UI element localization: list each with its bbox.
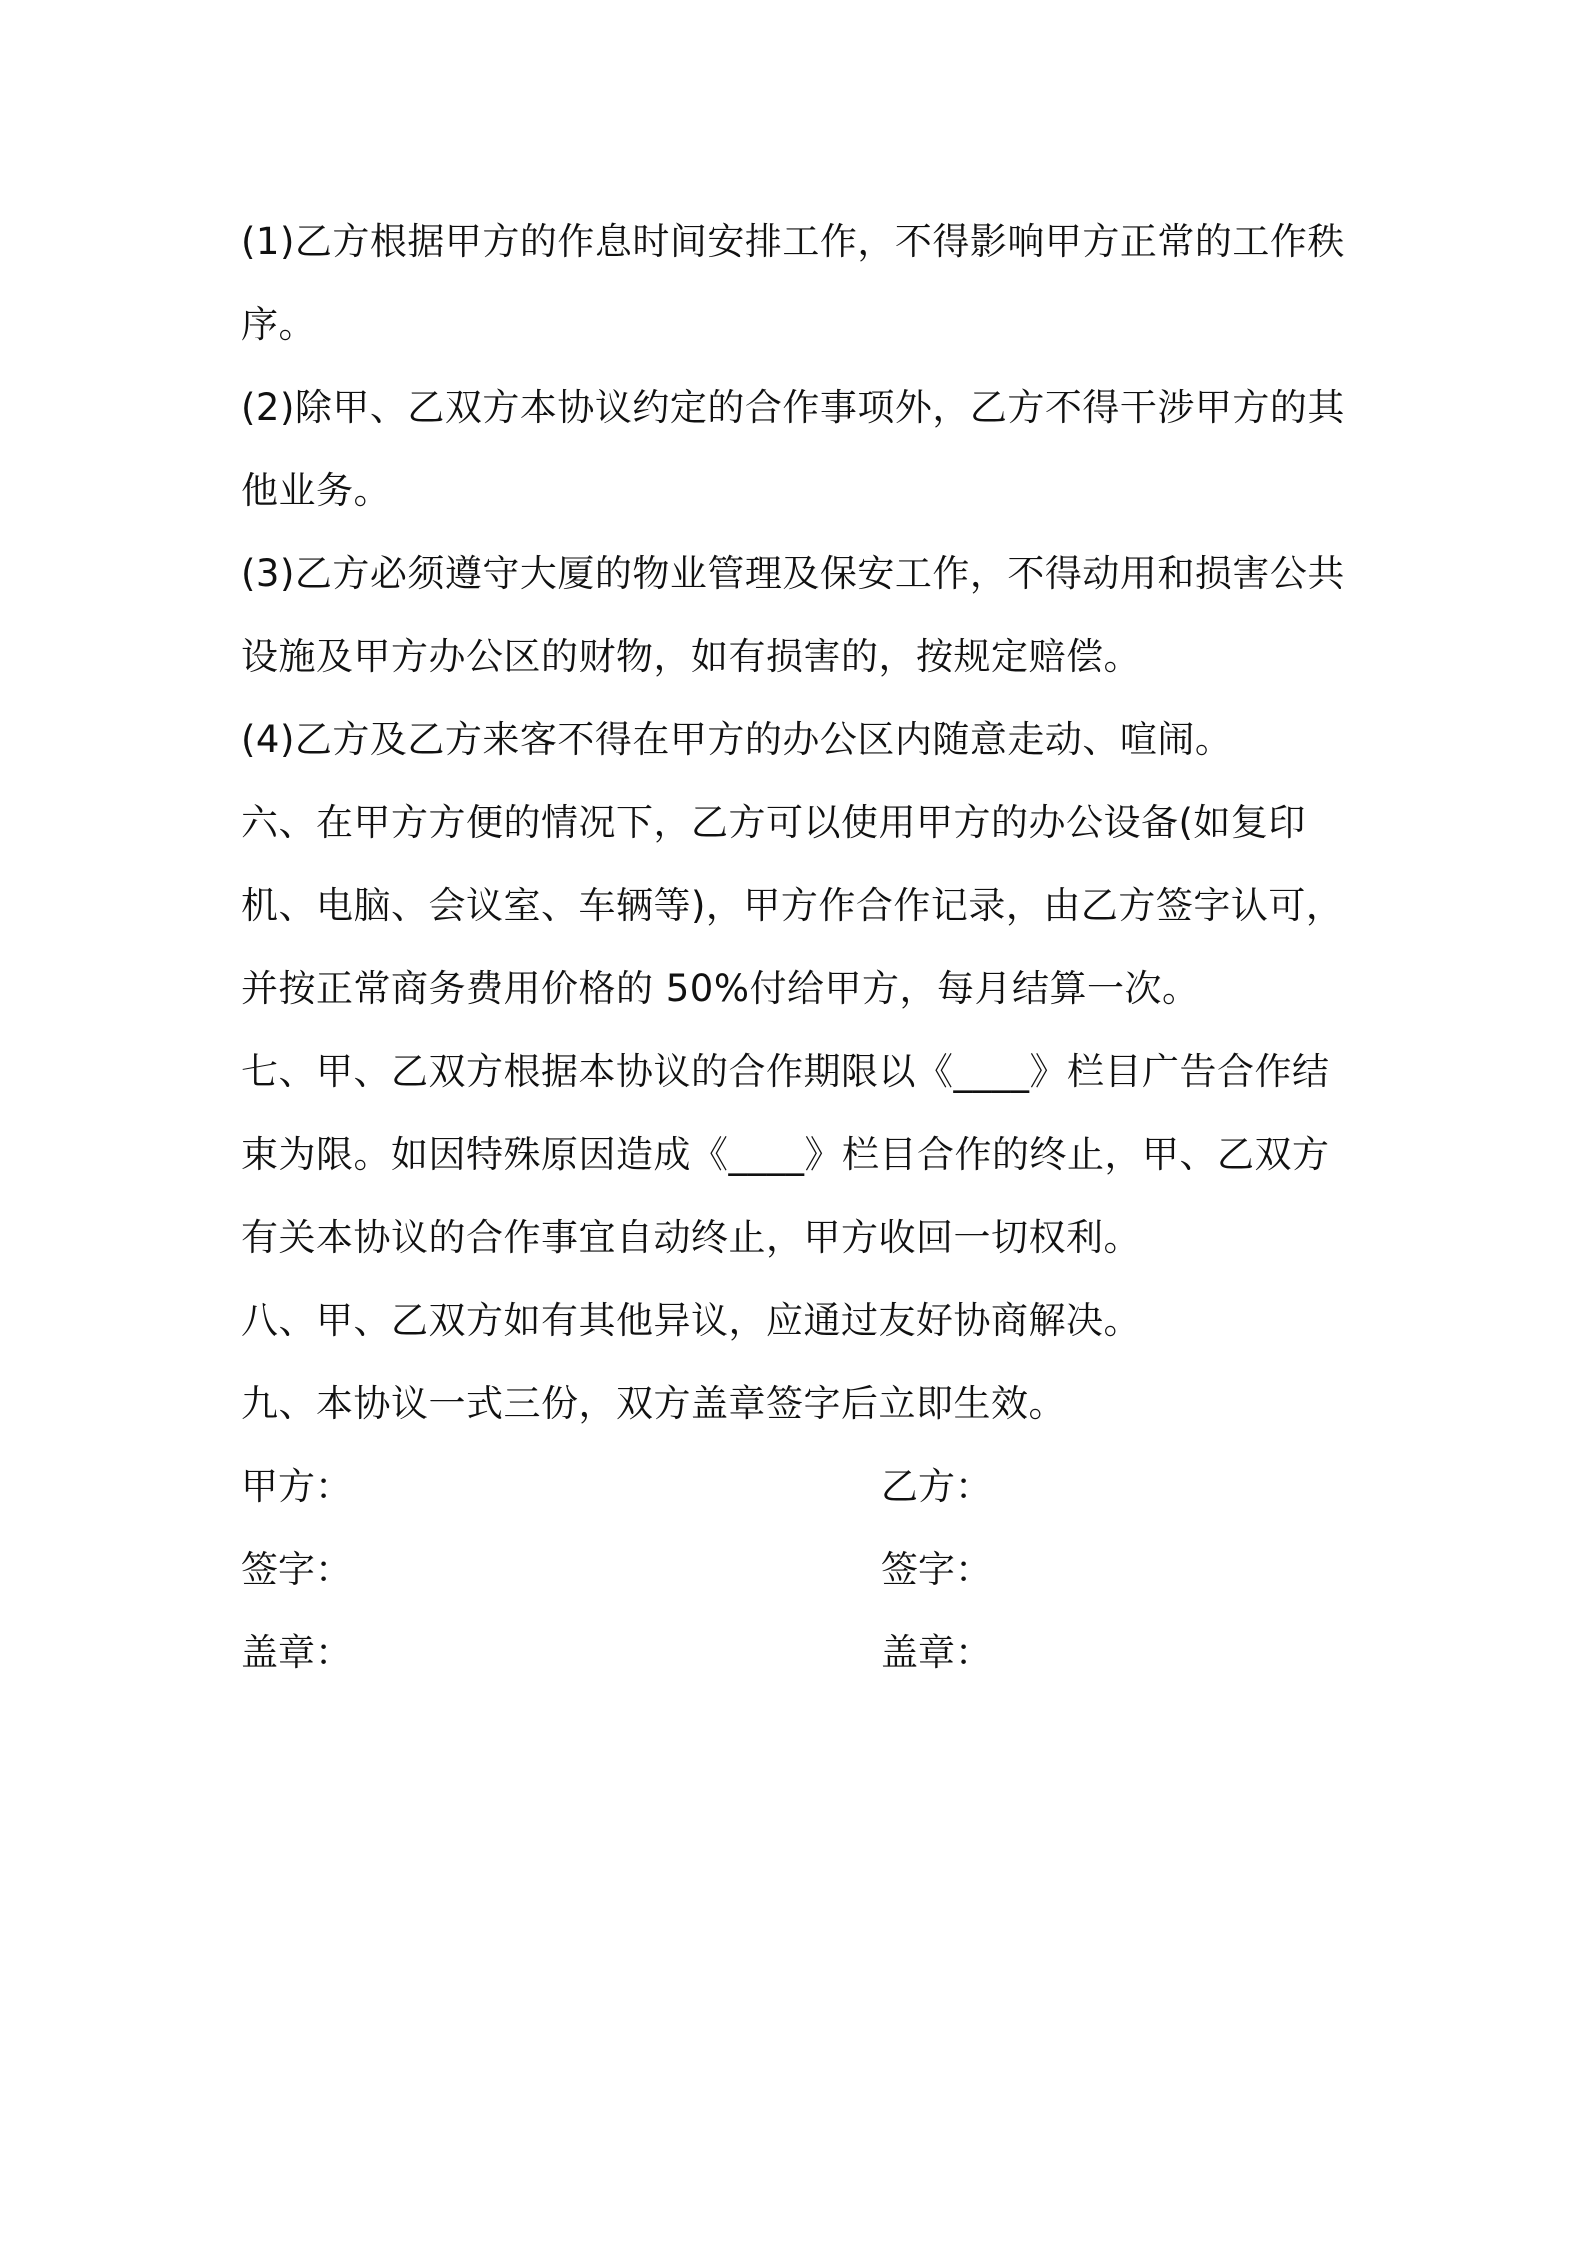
seal-row: [241, 1611, 1361, 1694]
clause-paragraph: (2)除甲、乙双方本协议约定的合作事项外，乙方不得干涉甲方的其他业务。: [241, 386, 1345, 512]
party-a-seal-label: 盖章：: [241, 1631, 352, 1674]
clause-paragraph: (1)乙方根据甲方的作息时间安排工作，不得影响甲方正常的工作秩序。: [241, 220, 1345, 346]
clause-paragraph: 六、在甲方方便的情况下，乙方可以使用甲方的办公设备(如复印机、电脑、会议室、车辆等)，甲方作合作记录，由乙方签字认可，并按正常商务费用价格的 50%付给甲方，每月结算一次。: [241, 801, 1344, 1010]
party-a-label: 甲方：: [241, 1465, 352, 1508]
signature-row: [241, 1528, 1361, 1611]
clause-paragraph: 七、甲、乙双方根据本协议的合作期限以《____》栏目广告合作结束为限。如因特殊原因造成《____》栏目合作的终止，甲、乙双方有关本协议的合作事宜自动终止，甲方收回一切权利。: [241, 1050, 1330, 1259]
clause-paragraph: (3)乙方必须遵守大厦的物业管理及保安工作，不得动用和损害公共设施及甲方办公区的财物，如有损害的，按规定赔偿。: [241, 552, 1345, 678]
party-b-seal-label: 盖章：: [881, 1631, 992, 1674]
document-body: [241, 200, 1361, 1694]
party-row: [241, 1445, 1361, 1528]
party-b-label: 乙方：: [881, 1465, 992, 1508]
clause-paragraph: (4)乙方及乙方来客不得在甲方的办公区内随意走动、喧闹。: [241, 718, 1233, 761]
party-a-sign-label: 签字：: [241, 1548, 352, 1591]
party-b-sign-label: 签字：: [881, 1548, 992, 1591]
clause-paragraph: 八、甲、乙双方如有其他异议，应通过友好协商解决。: [241, 1299, 1141, 1342]
clause-paragraph: 九、本协议一式三份，双方盖章签字后立即生效。: [241, 1382, 1066, 1425]
